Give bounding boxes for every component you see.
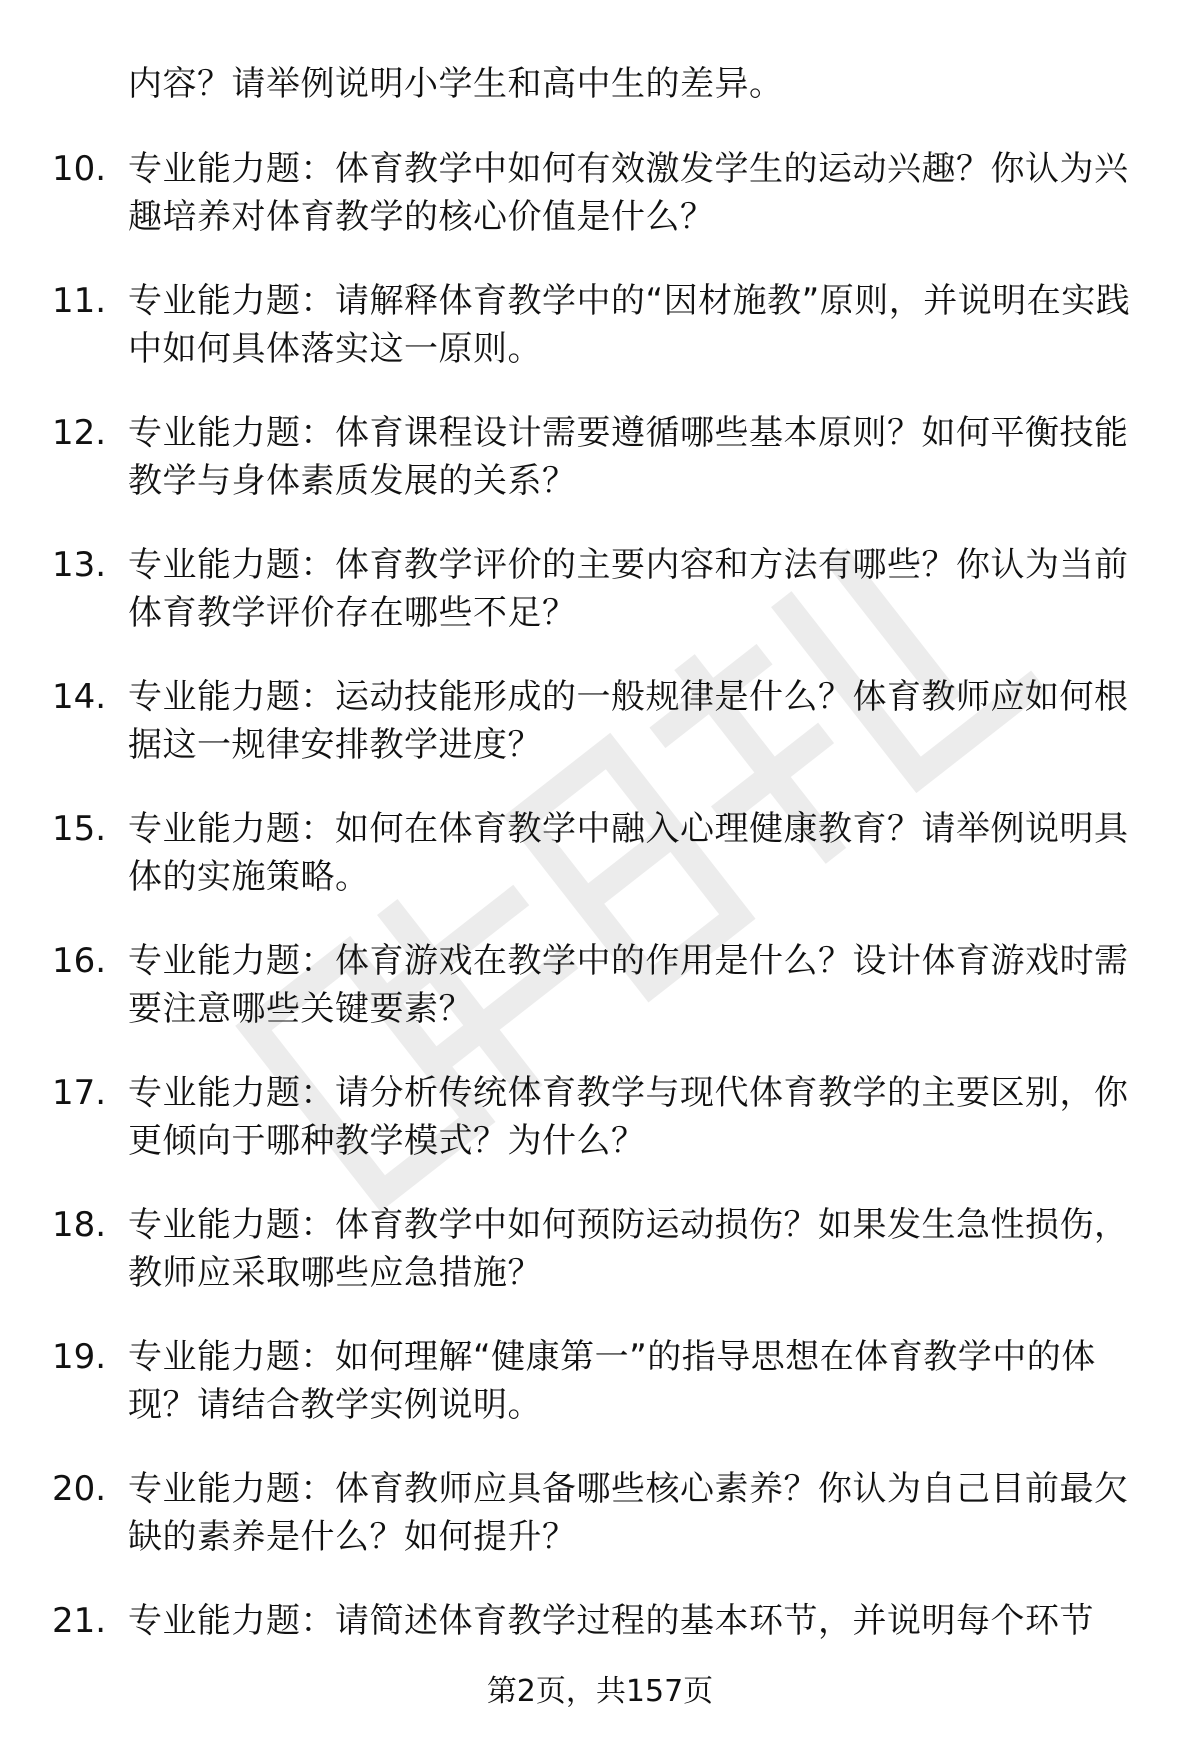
question-item bbox=[0, 673, 1200, 805]
question-number: 10. bbox=[52, 149, 107, 189]
question-number: 14. bbox=[52, 677, 107, 717]
question-text: 专业能力题：体育教学中如何有效激发学生的运动兴趣？你认为兴趣培养对体育教学的核心价值是什么？ bbox=[128, 149, 1129, 237]
question-item bbox=[0, 409, 1200, 541]
question-item bbox=[0, 277, 1200, 409]
question-text: 专业能力题：体育游戏在教学中的作用是什么？设计体育游戏时需要注意哪些关键要素？ bbox=[128, 941, 1129, 1029]
question-text: 专业能力题：体育课程设计需要遵循哪些基本原则？如何平衡技能教学与身体素质发展的关系？ bbox=[128, 413, 1129, 501]
question-number: 13. bbox=[52, 545, 107, 585]
question-text: 专业能力题：请分析传统体育教学与现代体育教学的主要区别，你更倾向于哪种教学模式？为什么？ bbox=[128, 1073, 1129, 1161]
question-number: 20. bbox=[52, 1469, 107, 1509]
question-text: 专业能力题：体育教师应具备哪些核心素养？你认为自己目前最欠缺的素养是什么？如何提升？ bbox=[128, 1469, 1129, 1557]
question-text: 专业能力题：如何理解“健康第一”的指导思想在体育教学中的体现？请结合教学实例说明。 bbox=[128, 1337, 1096, 1425]
question-number: 11. bbox=[52, 281, 107, 321]
question-text: 专业能力题：运动技能形成的一般规律是什么？体育教师应如何根据这一规律安排教学进度？ bbox=[128, 677, 1129, 765]
question-text: 专业能力题：请解释体育教学中的“因材施教”原则，并说明在实践中如何具体落实这一原则。 bbox=[128, 281, 1131, 369]
question-text: 专业能力题：体育教学中如何预防运动损伤？如果发生急性损伤，教师应采取哪些应急措施？ bbox=[128, 1205, 1129, 1293]
page-footer: 第2页，共157页 bbox=[486, 1674, 714, 1709]
continued-question-text: 内容？请举例说明小学生和高中生的差异。 bbox=[128, 64, 784, 104]
question-item bbox=[0, 937, 1200, 1069]
question-number: 12. bbox=[52, 413, 107, 453]
question-text: 专业能力题：请简述体育教学过程的基本环节，并说明每个环节 bbox=[128, 1601, 1094, 1641]
question-item bbox=[0, 1333, 1200, 1465]
question-list bbox=[0, 145, 1200, 1729]
question-number: 15. bbox=[52, 809, 107, 849]
question-text: 专业能力题：体育教学评价的主要内容和方法有哪些？你认为当前体育教学评价存在哪些不足？ bbox=[128, 545, 1129, 633]
question-number: 18. bbox=[52, 1205, 107, 1245]
question-number: 17. bbox=[52, 1073, 107, 1113]
question-text: 专业能力题：如何在体育教学中融入心理健康教育？请举例说明具体的实施策略。 bbox=[128, 809, 1129, 897]
question-item bbox=[0, 145, 1200, 277]
question-number: 19. bbox=[52, 1337, 107, 1377]
question-item bbox=[0, 1201, 1200, 1333]
question-item bbox=[0, 1465, 1200, 1597]
question-number: 21. bbox=[52, 1601, 107, 1641]
question-item bbox=[0, 1069, 1200, 1201]
question-item bbox=[0, 541, 1200, 673]
question-number: 16. bbox=[52, 941, 107, 981]
question-item bbox=[0, 805, 1200, 937]
